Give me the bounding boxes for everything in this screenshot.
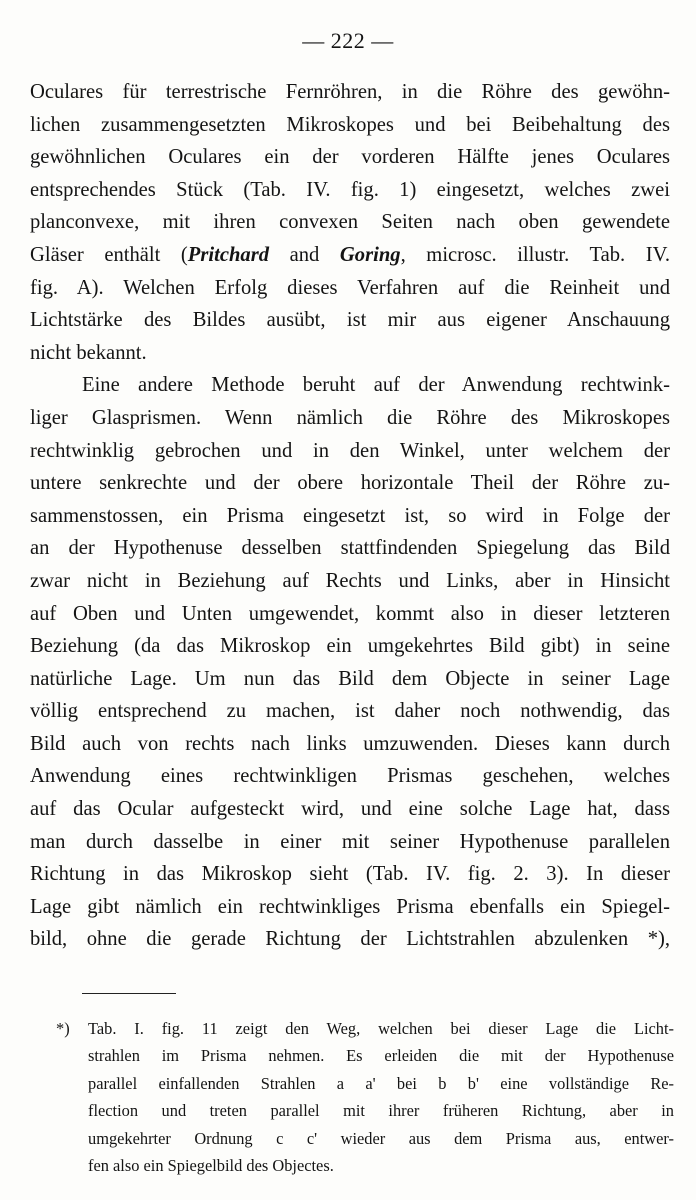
footnote — [56, 1015, 674, 1179]
text-line: liger Glasprismen. Wenn nämlich die Röhre des Mikroskopes — [30, 406, 670, 429]
text-line: Richtung in das Mikroskop sieht (Tab. IV. fig. 2. 3). In dieser — [30, 863, 670, 886]
text-line: nicht bekannt. — [30, 341, 147, 364]
text-line: man durch dasselbe in einer mit seiner Hypothenuse parallelen — [30, 830, 670, 853]
footnote-line: strahlen im Prisma nehmen. Es erleiden die mit der Hypothenuse — [88, 1046, 674, 1066]
footnote-line: parallel einfallenden Strahlen a a' bei b b' eine vollständige Re- — [88, 1073, 674, 1093]
footnote-text: Tab. I. fig. 11 zeigt den Weg, welchen bei dieser Lage die Licht- — [88, 1019, 674, 1038]
text-line: Eine andere Methode beruht auf der Anwendung rechtwink- — [82, 374, 670, 397]
text-line: untere senkrechte und der obere horizontale Theil der Röhre zu- — [30, 472, 670, 495]
text-line: Bild auch von rechts nach links umzuwenden. Dieses kann durch — [30, 732, 670, 755]
text-line: Beziehung (da das Mikroskop ein umgekehrtes Bild gibt) in seine — [30, 635, 670, 658]
author-name-goring: Goring — [339, 243, 401, 266]
text-line: sammenstossen, ein Prisma eingesetzt ist, so wird in Folge der — [30, 504, 670, 527]
paragraph-1 — [30, 76, 670, 369]
text-line: lichen zusammengesetzten Mikroskopes und bei Beibehaltung des — [30, 113, 670, 136]
text-line: bild, ohne die gerade Richtung der Lichtstrahlen abzulenken *), — [30, 928, 670, 951]
text-line: zwar nicht in Beziehung auf Rechts und Links, aber in Hinsicht — [30, 569, 670, 592]
text-line-with-citation — [30, 239, 670, 272]
body-text — [30, 76, 670, 956]
text-line: entsprechendes Stück (Tab. IV. fig. 1) eingesetzt, welches zwei — [30, 178, 670, 201]
text-line: gewöhnlichen Oculares ein der vorderen Hälfte jenes Oculares — [30, 146, 670, 169]
text-line: auf Oben und Unten umgewendet, kommt also in dieser letzteren — [30, 602, 670, 625]
footnote-separator-rule — [82, 993, 176, 994]
text-fragment: Gläser enthält ( — [30, 243, 188, 266]
text-line: völlig entsprechend zu machen, ist daher noch nothwendig, das — [30, 700, 670, 723]
footnote-line — [56, 1015, 674, 1042]
text-fragment: and — [269, 243, 340, 266]
text-line: auf das Ocular aufgesteckt wird, und eine solche Lage hat, dass — [30, 798, 670, 821]
text-fragment: , microsc. illustr. Tab. IV. — [400, 243, 670, 266]
text-line: planconvexe, mit ihren convexen Seiten nach oben gewendete — [30, 211, 670, 234]
text-line: an der Hypothenuse desselben stattfindenden Spiegelung das Bild — [30, 537, 670, 560]
page-number: — 222 — — [302, 28, 394, 53]
text-line: natürliche Lage. Um nun das Bild dem Objecte in seiner Lage — [30, 667, 670, 690]
footnote-line: umgekehrter Ordnung c c' wieder aus dem Prisma aus, entwer- — [88, 1128, 674, 1148]
text-line: Lage gibt nämlich ein rechtwinkliges Prisma ebenfalls ein Spiegel- — [30, 895, 670, 918]
footnote-line: fen also ein Spiegelbild des Objectes. — [88, 1156, 334, 1176]
paragraph-2 — [30, 369, 670, 956]
text-line: Oculares für terrestrische Fernröhren, in die Röhre des gewöhn- — [30, 81, 670, 103]
text-line: Anwendung eines rechtwinkligen Prismas geschehen, welches — [30, 765, 670, 788]
text-line: Lichtstärke des Bildes ausübt, ist mir aus eigener Anschauung — [30, 309, 670, 332]
text-line: rechtwinklig gebrochen und in den Winkel, unter welchem der — [30, 439, 670, 462]
text-line: fig. A). Welchen Erfolg dieses Verfahren auf die Reinheit und — [30, 276, 670, 299]
author-name-pritchard: Pritchard — [187, 243, 270, 266]
footnote-marker: *) — [56, 1019, 70, 1038]
footnote-line: flection und treten parallel mit ihrer früheren Richtung, aber in — [88, 1101, 674, 1121]
